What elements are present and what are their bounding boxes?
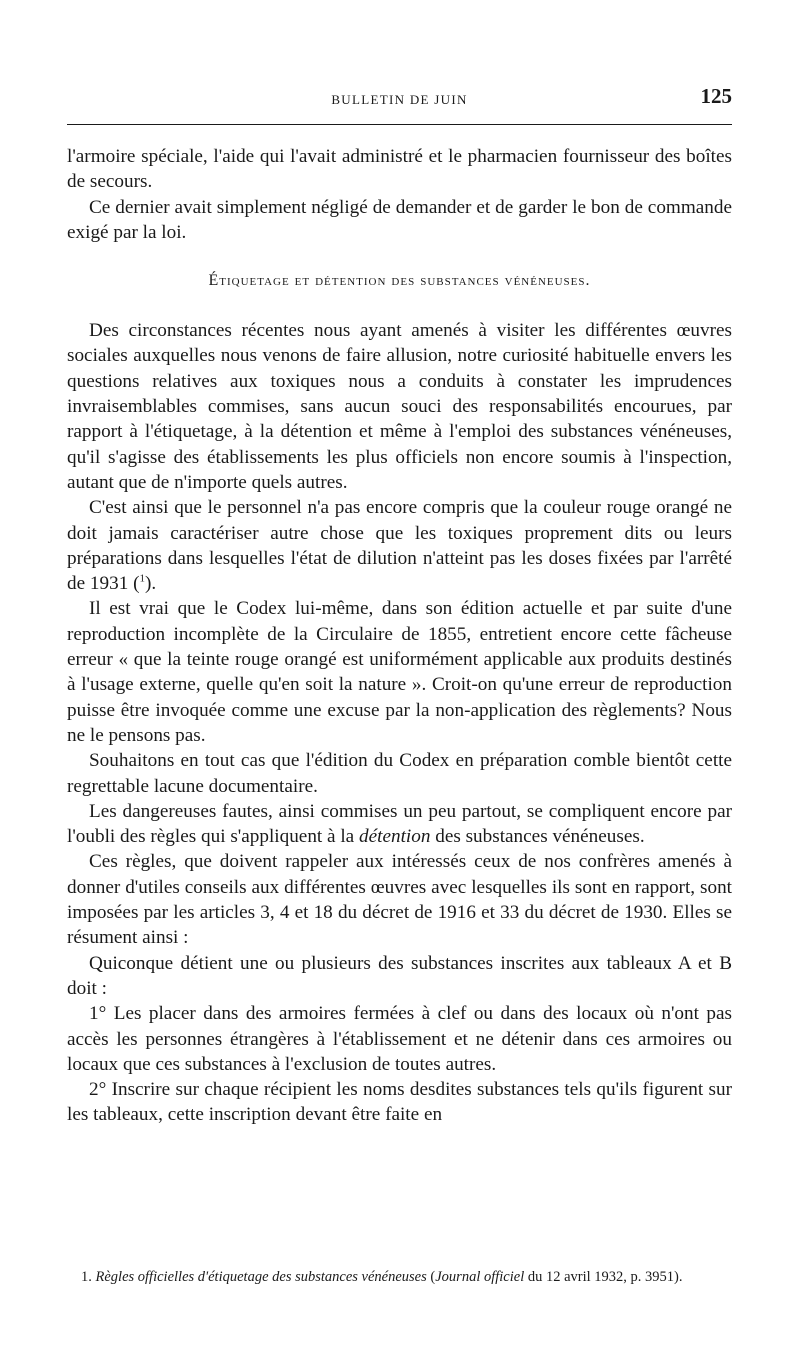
paragraph: 1° Les placer dans des armoires fermées à clef ou dans des locaux où n'ont pas accès les personnes étrangères à l'établissement et ne détenir dans ces armoires ou locaux que ces substances à l'exclusion de toutes autres.: [67, 1003, 732, 1075]
emphasis-text: détention: [359, 826, 431, 848]
paragraph: Des circonstances récentes nous ayant amenés à visiter les différentes œuvres sociales auxquelles nous venons de faire allusion, notre curiosité habituelle envers les questions relatives aux toxiques nous a conduits à constater les imprudences invraisemblables commises, sans aucun souci des responsabilités encourues, par rapport à l'étiquetage, à la détention et même à l'emploi des substances vénéneuses, qu'il s'agisse des établissements les plus officiels non encore soumis à l'inspection, autant que de n'importe quels autres.: [67, 320, 732, 493]
footnote-text: du 12 avril 1932, p. 3951).: [524, 1269, 683, 1285]
paragraph: Il est vrai que le Codex lui-même, dans son édition actuelle et par suite d'une reproduction incomplète de la Circulaire de 1855, entretient encore cette fâcheuse erreur « que la teinte rouge orangé est uniformément applicable aux produits destinés à l'usage externe, quelle qu'en soit la nature ». Croit-on qu'une erreur de reproduction puisse être invoquée comme une excuse par la non-application des règlements? Nous ne le pensons pas.: [67, 598, 732, 746]
header-rule: [67, 124, 732, 125]
paragraph: Quiconque détient une ou plusieurs des substances inscrites aux tableaux A et B doit :: [67, 952, 732, 999]
paragraph-text: des substances vénéneuses.: [430, 826, 645, 848]
paragraph-text: C'est ainsi que le personnel n'a pas encore compris que la couleur rouge orangé ne doit jamais caractériser autre chose que les toxiques proprement dits ou leurs préparations dans lesquelles l'état de dilution n'atteint pas les doses fixées par l'arrêté de 1931 (: [67, 497, 732, 595]
paragraph-text: Les dangereuses fautes, ainsi commises un peu partout, se compliquent encore par l'oubli des règles qui s'appliquent à la: [67, 800, 732, 848]
paragraph: 2° Inscrire sur chaque récipient les noms desdites substances tels qu'ils figurent sur les tableaux, cette inscription devant être faite en: [67, 1079, 732, 1126]
paragraph: Ce dernier avait simplement négligé de demander et de garder le bon de commande exigé par la loi.: [67, 196, 732, 243]
footnote-ref: 1: [139, 572, 145, 585]
paragraph: [67, 495, 732, 596]
page-number: 125: [700, 84, 732, 108]
footnote-title: Règles officielles d'étiquetage des substances vénéneuses: [95, 1269, 427, 1285]
footnote-source: Journal officiel: [435, 1269, 525, 1285]
paragraph: Souhaitons en tout cas que l'édition du Codex en préparation comble bientôt cette regrettable lacune documentaire.: [67, 750, 732, 797]
paragraph-text: ).: [144, 573, 157, 595]
body-text: [67, 144, 732, 1128]
paragraph: [67, 799, 732, 850]
paragraph: Ces règles, que doivent rappeler aux intéressés ceux de nos confrères amenés à donner d'utiles conseils aux différentes œuvres avec lesquelles ils sont en rapport, sont imposées par les articles 3, 4 et 18 du décret de 1916 et 33 du décret de 1930. Elles se résument ainsi :: [67, 851, 732, 949]
paragraph: l'armoire spéciale, l'aide qui l'avait administré et le pharmacien fournisseur des boîtes de secours.: [67, 146, 732, 193]
footnote-text: (: [426, 1269, 436, 1285]
footnote: [67, 1268, 732, 1287]
running-title: BULLETIN DE JUIN: [331, 92, 468, 107]
section-heading: Étiquetage et détention des substances vénéneuses.: [208, 272, 591, 290]
footnote-number: 1.: [81, 1269, 92, 1285]
page-header: [67, 84, 732, 114]
